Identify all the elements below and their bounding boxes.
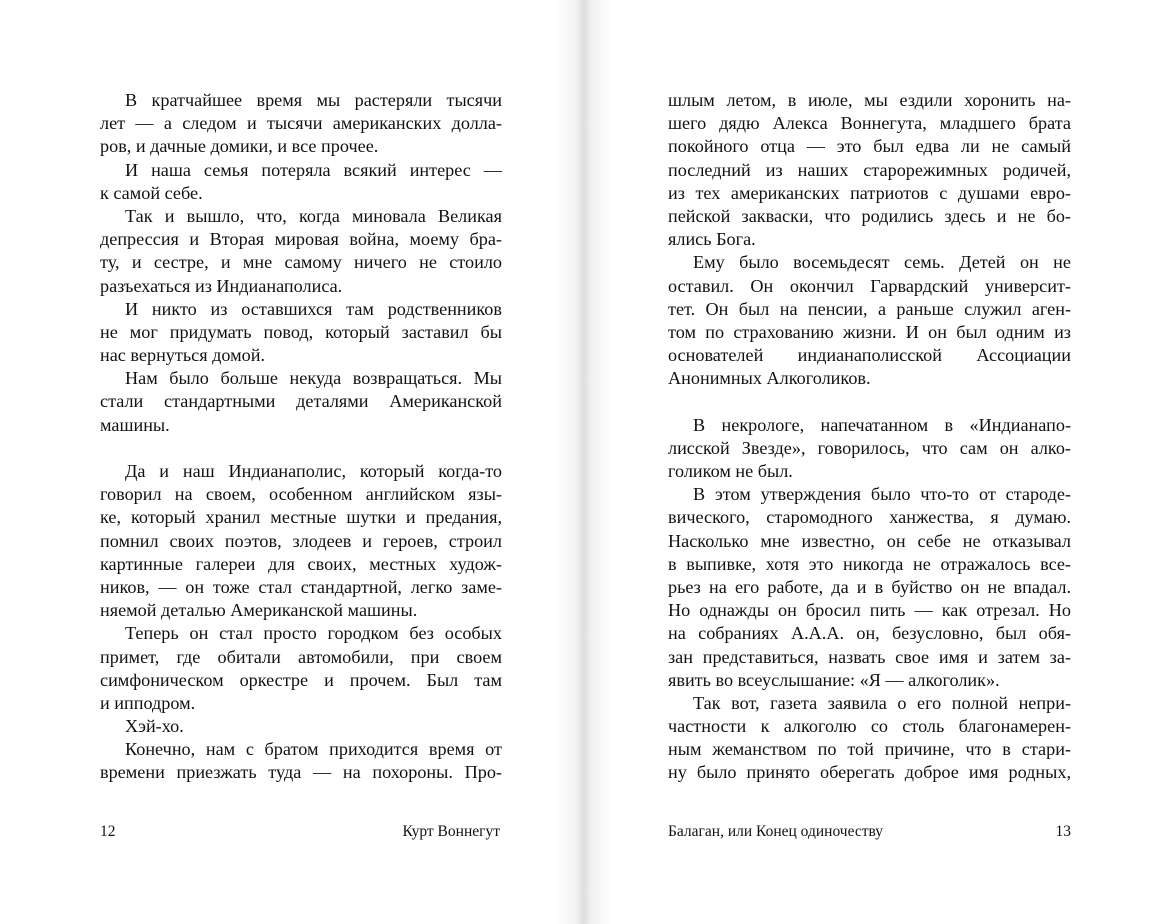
text-line: Да и наш Индианаполис, который когда-то — [125, 461, 502, 481]
text-line: няемой деталью Американской машины. — [100, 600, 418, 621]
text-line: ну было принято оберегать доброе имя родных, — [668, 762, 1071, 783]
text-line: В этом утверждения было что-то от староде- — [693, 484, 1071, 505]
text-line: разъехаться из Индианаполиса. — [100, 275, 343, 296]
text-line: В некрологе, напечатанном в «Индианапо- — [693, 414, 1071, 435]
text-line: Ему было восемьдесят семь. Детей он не — [693, 252, 1071, 273]
text-line: явить во всеуслышание: «Я — алкоголик». — [668, 669, 1000, 690]
text-line: рьез на его работе, да и в буйство он не впадал. — [668, 576, 1071, 597]
text-line: Конечно, нам с братом приходится время от — [125, 739, 502, 760]
text-line: Теперь он стал просто городком без особых — [125, 623, 502, 644]
text-line: не мог придумать повод, который заставил бы — [100, 321, 502, 342]
text-line: Так вот, газета заявила о его полной непри- — [693, 692, 1071, 713]
text-line: шлым летом, в июле, мы ездили хоронить на- — [668, 90, 1071, 110]
text-line: лет — а следом и тысячи американских долла- — [100, 113, 502, 134]
text-line: Хэй-хо. — [125, 716, 184, 737]
text-line: ным жеманством по той причине, что в стари- — [668, 739, 1071, 760]
text-line: из тех американских патриотов с душами евро- — [668, 182, 1071, 203]
text-line: частности к алкоголю со столь благонамерен- — [668, 716, 1071, 737]
text-line: ке, который хранил местные шутки и предания, — [100, 507, 502, 528]
text-line: симфоническом оркестре и прочем. Был там — [100, 669, 502, 690]
right-page-body — [668, 89, 1071, 785]
text-line: пейской закваски, что родились здесь и не бо- — [668, 205, 1071, 226]
blank-line — [100, 437, 502, 460]
text-line: нас вернуться домой. — [100, 345, 266, 366]
text-line: ялись Бога. — [668, 229, 756, 250]
text-line: основателей индианаполисской Ассоциации — [668, 345, 1071, 366]
text-line: машины. — [100, 414, 170, 435]
text-line: И никто из оставшихся там родственников — [125, 298, 502, 319]
text-line: В кратчайшее время мы растеряли тысячи — [125, 90, 502, 110]
text-line: к самой себе. — [100, 182, 203, 203]
text-line: ту, и сестре, и мне самому ничего не стоило — [100, 252, 502, 273]
text-line: оставил. Он окончил Гарвардский университ- — [668, 275, 1071, 296]
text-line: ров, и дачные домики, и все прочее. — [100, 136, 379, 157]
running-head: Балаган, или Конец одиночеству — [668, 823, 884, 840]
text-line: Анонимных Алкоголиков. — [668, 368, 871, 389]
text-line: в выпивке, хотя это никогда не отражалось все- — [668, 553, 1071, 574]
text-line: вического, старомодного ханжества, я думаю. — [668, 507, 1071, 528]
text-line: Нам было больше некуда возвращаться. Мы — [125, 368, 502, 389]
page-number: 13 — [1055, 823, 1071, 840]
text-line: тет. Он был на пенсии, а раньше служил аген- — [668, 298, 1071, 319]
text-line: последний из наших старорежимных родичей, — [668, 159, 1071, 180]
text-line: том по страхованию жизни. И он был одним из — [668, 321, 1071, 342]
text-line: на собраниях А.А.А. он, безусловно, был обя- — [668, 623, 1071, 644]
text-line: Но однажды он бросил пить — как отрезал. Но — [668, 600, 1071, 621]
text-line: и ипподром. — [100, 692, 196, 713]
text-line: времени приезжать туда — на похороны. Про- — [100, 762, 502, 783]
running-head: Курт Воннегут — [402, 823, 500, 840]
text-line: зан представиться, назвать свое имя и затем за- — [668, 646, 1071, 667]
text-line: Так и вышло, что, когда миновала Великая — [125, 205, 502, 226]
text-line: примет, где обитали автомобили, при своем — [100, 646, 502, 667]
text-line: картинные галереи для своих, местных худож- — [100, 553, 502, 574]
page-number: 12 — [100, 823, 116, 840]
text-line: стали стандартными деталями Американской — [100, 391, 502, 412]
text-line: покойного отца — это был едва ли не самый — [668, 136, 1071, 157]
text-line: лисской Звезде», говорилось, что сам он алко- — [668, 437, 1071, 458]
text-line: голиком не был. — [668, 461, 793, 481]
text-line: говорил на своем, особенном английском язы- — [100, 484, 502, 505]
blank-line — [668, 390, 1071, 413]
left-page-body — [100, 89, 502, 785]
text-line: помнил своих поэтов, злодеев и героев, строил — [100, 530, 502, 551]
text-line: шего дядю Алекса Воннегута, младшего брата — [668, 113, 1071, 134]
text-line: И наша семья потеряла всякий интерес — — [125, 159, 502, 180]
text-line: Насколько мне известно, он себе не отказывал — [668, 530, 1071, 551]
text-line: ников, — он тоже стал стандартной, легко заме- — [100, 576, 502, 597]
right-page — [583, 0, 1165, 924]
text-line: депрессия и Вторая мировая война, моему бра- — [100, 229, 502, 250]
